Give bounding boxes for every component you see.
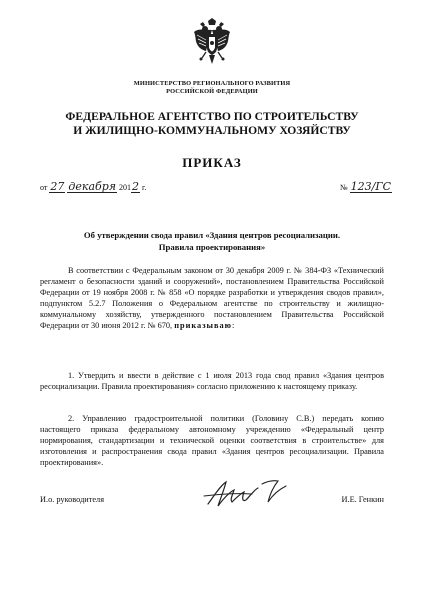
agency-line-2: И ЖИЛИЩНО-КОММУНАЛЬНОМУ ХОЗЯЙСТВУ — [73, 123, 351, 137]
number-value: 123/ГС — [350, 180, 392, 193]
coat-of-arms-icon — [192, 18, 232, 68]
signature-block — [40, 486, 384, 516]
agency-line-1: ФЕДЕРАЛЬНОЕ АГЕНТСТВО ПО СТРОИТЕЛЬСТВУ — [65, 110, 359, 123]
signatory-position: И.о. руководителя — [40, 495, 105, 504]
order-subject — [40, 230, 384, 253]
number-prefix: № — [340, 183, 348, 192]
subject-line-2: Правила проектирования» — [158, 241, 266, 252]
date-prefix: от — [40, 183, 48, 192]
preamble-paragraph — [40, 266, 384, 331]
preamble-end: : — [231, 320, 235, 330]
subject-line-1: Об утверждении свода правил «Здания центров ресоциализации. — [83, 230, 341, 240]
agency-name — [0, 110, 424, 137]
date-year-digit: 2 — [132, 180, 140, 193]
ministry-name — [0, 80, 424, 96]
date-month: декабря — [68, 180, 117, 193]
preamble-text: В соответствии с Федеральным законом от 30 декабря 2009 г. № 384-ФЗ «Технический регламент о безопасности зданий и сооружений», постановлением Правительства Российской Федерации от 19 ноября 2008 г. № 858 «О порядке разработки и утверждения сводов правил», подпунктом 5.2.7 Положения о Федеральном агентстве по строительству и жилищно-коммунальному хозяйству, утвержденного постановлением Правительства Российской Федерации от 30 июня 2012 г. № 670, — [40, 266, 384, 330]
date-day: 27 — [50, 180, 65, 193]
clause-2: 2. Управлению градостроительной политики (Головину С.В.) передать копию настоящего приказа федеральному автономному учреждению «Федеральный центр нормирования, стандартизации и технической оценки соответствия в строительстве» для изготовления и распространения свода правил «Здания центров ресоциализации. Правила проектирования». — [40, 414, 384, 467]
handwritten-signature — [200, 478, 300, 510]
date-year-prefix: 201 — [119, 183, 132, 192]
order-number — [340, 181, 392, 193]
order-keyword: приказываю — [174, 320, 232, 330]
date-suffix: г. — [142, 183, 147, 192]
document-type: ПРИКАЗ — [182, 155, 242, 170]
ministry-line-1: МИНИСТЕРСТВО РЕГИОНАЛЬНОГО РАЗВИТИЯ — [133, 80, 291, 87]
clause-1: 1. Утвердить и ввести в действие с 1 июля 2013 года свод правил «Здания центров ресоциализации. Правила проектирования» согласно приложению к настоящему приказу. — [40, 371, 384, 391]
signatory-name: И.Е. Генкин — [341, 495, 384, 504]
order-date — [40, 181, 146, 197]
ministry-line-2: РОССИЙСКОЙ ФЕДЕРАЦИИ — [166, 88, 258, 95]
